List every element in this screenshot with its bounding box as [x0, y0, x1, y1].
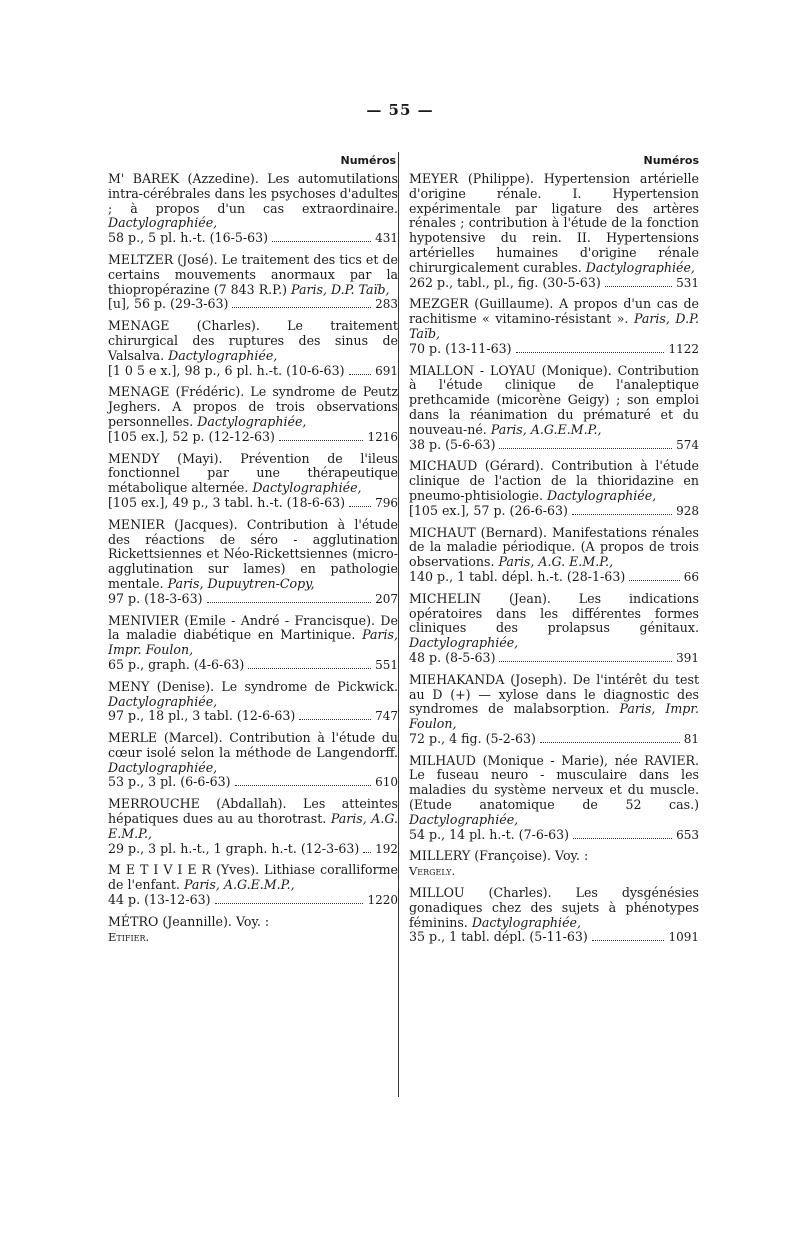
bibliography-entry [108, 385, 398, 444]
thesis-title: Voy. : [235, 913, 270, 929]
collation: 29 p., 3 pl. h.-t., 1 graph. h.-t. (12-3-63) [108, 840, 360, 856]
entry-text [409, 297, 699, 341]
thesis-title: Contribution à l'étude clinique de l'action de la thioridazine en pneumo-phtisiologie. [409, 458, 699, 503]
collation: 48 p. (8-5-63) [409, 649, 496, 665]
entry-text [108, 172, 398, 231]
entry-collation-line [409, 570, 699, 585]
bibliography-entry [409, 172, 699, 290]
leader-dots [235, 785, 371, 786]
author-firstname: (Charles). [488, 885, 552, 901]
author-surname: MENIVIER [108, 612, 179, 628]
entry-list [108, 172, 398, 944]
entry-number: 747 [375, 709, 398, 724]
author-firstname: (Gérard). [484, 458, 544, 474]
column-left [108, 150, 398, 951]
author-firstname: (Denise). [156, 678, 215, 694]
author-firstname: (Jacques). [174, 516, 238, 532]
author-firstname: (Monique). [541, 362, 612, 378]
collation: 44 p. (13-12-63) [108, 892, 211, 908]
leader-dots [279, 440, 364, 441]
publisher: Dactylographiée, [168, 347, 278, 363]
entry-text [108, 915, 398, 930]
collation: 97 p. (18-3-63) [108, 590, 203, 606]
author-surname: M' BAREK [108, 171, 180, 186]
thesis-title: De la maladie diabétique en Martinique. [108, 612, 398, 643]
entry-number: 653 [676, 827, 699, 842]
entry-number: 531 [676, 275, 699, 290]
collation: [105 ex.], 49 p., 3 tabl. h.-t. (18-6-63) [108, 494, 346, 510]
entry-number: 1220 [367, 893, 398, 908]
publisher: Dactylographiée, [471, 914, 581, 930]
collation: 262 p., tabl., pl., fig. (30-5-63) [409, 274, 601, 290]
author-surname: MENAGE [108, 318, 170, 334]
thesis-title: Hypertension artérielle d'origine rénale. I. Hypertension expérimentale par ligature des artères rénales ; contribution à l'étude de la fonction hypotensive du rein. II. Hypertensions artérielles humaines d'origine rénale chirurgicalement curables. [409, 171, 699, 275]
author-surname: MILLERY [409, 848, 471, 864]
entry-number: 192 [375, 841, 398, 856]
author-surname: MILHAUD [409, 752, 477, 768]
bibliography-entry [108, 319, 398, 378]
thesis-title: De l'intérêt du test au D (+) — xylose dans le diagnostic des syndromes de malabsorption. [409, 671, 699, 717]
author-firstname: (José). [177, 251, 218, 267]
entry-text [108, 452, 398, 496]
cross-reference: Vergely. [409, 864, 456, 879]
collation: 97 p., 18 pl., 3 tabl. (12-6-63) [108, 708, 296, 724]
author-surname: M E T I V I E R [108, 862, 211, 878]
leader-dots [272, 241, 371, 242]
author-surname: MENIER [108, 516, 165, 532]
collation: 65 p., graph. (4-6-63) [108, 656, 245, 672]
entry-collation-line [409, 504, 699, 519]
entry-collation-line [409, 930, 699, 945]
entry-text [409, 886, 699, 930]
author-firstname: (Bernard). [480, 524, 547, 540]
leader-dots [215, 903, 364, 904]
entry-number: 391 [676, 650, 699, 665]
bibliography-entry [108, 915, 398, 945]
entry-collation-line [108, 775, 398, 790]
column-header: Numéros [643, 154, 699, 167]
author-firstname: (Monique - Marie), [482, 752, 609, 768]
author-firstname: (Jeannille). [162, 913, 232, 929]
collation: 58 p., 5 pl. h.-t. (16-5-63) [108, 230, 269, 246]
thesis-title: A propos d'un cas de rachitisme « vitamino-résistant ». [409, 296, 699, 327]
collation: [105 ex.], 52 p. (12-12-63) [108, 428, 275, 444]
page-number: — 55 — [366, 101, 434, 119]
entry-text [409, 673, 699, 732]
bibliography-entry [108, 680, 398, 724]
bibliography-entry [108, 614, 398, 673]
leader-dots [349, 506, 371, 507]
collation: 70 p. (13-11-63) [409, 340, 512, 356]
author-firstname: (Emile - André - Francisque). [184, 612, 376, 628]
entry-number: 1122 [668, 341, 699, 356]
author-surname: MENAGE [108, 384, 170, 400]
author-surname: MICHAUD [409, 458, 478, 474]
leader-dots [248, 668, 371, 669]
entry-collation-line [108, 842, 398, 857]
author-firstname: (Guillaume). [474, 296, 554, 312]
entry-collation-line [108, 297, 398, 312]
bibliography-entry [409, 459, 699, 518]
collation: [u], 56 p. (29-3-63) [108, 296, 229, 312]
publisher: Paris, Dupuytren-Copy, [167, 575, 315, 591]
publisher: Dactylographiée, [409, 811, 519, 827]
collation: 140 p., 1 tabl. dépl. h.-t. (28-1-63) [409, 568, 626, 584]
thesis-title: Les indications opératoires dans les différentes formes cliniques des prolapsus génitaux. [409, 590, 699, 636]
leader-dots [363, 852, 371, 853]
entry-collation-line [108, 658, 398, 673]
author-surname: MENY [108, 678, 150, 694]
thesis-title: Prévention de l'ileus fonctionnel par une thérapeutique métabolique alternée. [108, 450, 398, 496]
leader-dots [349, 374, 372, 375]
publisher: Dactylographiée, [409, 635, 519, 651]
entry-number: 1091 [668, 930, 699, 945]
thesis-title: Voy. : [555, 848, 589, 864]
entry-text [108, 319, 398, 363]
thesis-title: Contribution à l'étude du cœur isolé selon la méthode de Langendorff. [108, 730, 398, 760]
entry-collation-line [409, 276, 699, 291]
publisher: Dactylographiée, [585, 259, 695, 275]
leader-dots [572, 514, 672, 515]
bibliography-entry [409, 673, 699, 747]
leader-dots [207, 602, 372, 603]
entry-collation-line [108, 709, 398, 724]
bibliography-entry [108, 731, 398, 790]
bibliography-entry [409, 297, 699, 356]
entry-collation-line [409, 828, 699, 843]
author-firstname: (Jean). [508, 590, 551, 606]
publisher: Paris, A.G.E.M.P., [183, 877, 295, 893]
publisher: Dactylographiée, [197, 413, 307, 429]
bibliography-entry [409, 592, 699, 666]
entry-text [108, 385, 398, 429]
author-surname: MIEHAKANDA [409, 671, 505, 687]
entry-collation-line [409, 732, 699, 747]
thesis-title: Manifestations rénales de la maladie périodique. (A propos de trois observations. [409, 524, 699, 570]
author-firstname: (Philippe). [467, 171, 534, 186]
entry-number: 610 [375, 775, 398, 790]
entry-number: 691 [375, 363, 398, 378]
entry-number: 796 [375, 495, 398, 510]
thesis-title: Le syndrome de Pickwick. [221, 678, 398, 694]
collation: 38 p. (5-6-63) [409, 436, 496, 452]
entry-list [409, 172, 699, 945]
author-surname: MERLE [108, 730, 158, 746]
bibliography-entry [409, 886, 699, 945]
entry-collation-line [108, 893, 398, 908]
entry-collation-line [108, 231, 398, 246]
collation: 53 p., 3 pl. (6-6-63) [108, 774, 231, 790]
cross-reference: Etifier. [108, 929, 150, 944]
author-surname: MERROUCHE [108, 796, 200, 812]
entry-text [409, 592, 699, 651]
leader-dots [540, 742, 680, 743]
entry-text [108, 863, 398, 893]
author-surname: MIALLON - LOYAU [409, 362, 536, 378]
author-firstname: (Marcel). [163, 730, 223, 746]
leader-dots [629, 580, 679, 581]
leader-dots [299, 719, 371, 720]
bibliography-entry [409, 754, 699, 843]
entry-number: 928 [676, 503, 699, 518]
collation: [105 ex.], 57 p. (26-6-63) [409, 502, 568, 518]
entry-number: 574 [676, 437, 699, 452]
entry-collation-line [108, 592, 398, 607]
publisher: Dactylographiée, [252, 480, 362, 496]
entry-text [108, 518, 398, 592]
author-surname: MEZGER [409, 296, 469, 312]
entry-collation-line [108, 430, 398, 445]
publisher: Paris, A.G. E.M.P., [498, 554, 614, 570]
entry-text [108, 614, 398, 658]
author-surname: MICHELIN [409, 590, 482, 606]
collation: 72 p., 4 fig. (5-2-63) [409, 730, 536, 746]
author-surname: MILLOU [409, 885, 465, 901]
thesis-title: Le syndrome de Peutz Jeghers. A propos de trois observations personnelles. [108, 384, 398, 429]
collation: [1 0 5 e x.], 98 p., 6 pl. h.-t. (10-6-63) [108, 362, 345, 378]
entry-number: 207 [375, 591, 398, 606]
author-firstname: (Joseph). [510, 671, 567, 687]
column-right [409, 150, 699, 952]
author-firstname: (Abdallah). [216, 796, 287, 812]
publisher: Paris, D.P. Taïb, [291, 281, 390, 297]
entry-text [108, 680, 398, 710]
entry-number: 283 [375, 297, 398, 312]
author-surname: MICHAUT [409, 524, 476, 540]
thesis-title: Les automutilations intra-cérébrales dans les psychoses d'adultes ; à propos d'un cas extraordinaire. [108, 171, 399, 216]
entry-text [108, 797, 398, 841]
thesis-title: Contribution à l'étude clinique de l'analeptique prethcamide (micorène Geigy) ; son emploi dans la réanimation du prématuré et du nouveau-né. [409, 362, 699, 437]
entry-collation-line [409, 342, 699, 357]
publisher: Dactylographiée, [547, 487, 657, 503]
author-firstname: (Frédéric). [175, 384, 245, 400]
entry-text [409, 849, 699, 864]
entry-collation-line [108, 496, 398, 511]
author-firstname: (Mayi). [177, 450, 223, 466]
entry-number: 551 [375, 657, 398, 672]
entry-text [108, 253, 398, 297]
entry-collation-line [108, 364, 398, 379]
entry-text [409, 754, 699, 828]
author-surname: MENDY [108, 450, 160, 466]
thesis-title: née RAVIER. Le fuseau neuro - musculaire dans les maladies du système nerveux et du muscle. (Etude anatomique de 52 cas.) [409, 752, 699, 813]
bibliography-entry [108, 863, 398, 907]
author-surname: MÉTRO [108, 913, 159, 929]
author-firstname: (Françoise). [474, 848, 552, 864]
entry-number: 1216 [367, 429, 398, 444]
bibliography-entry [409, 526, 699, 585]
publisher: Dactylographiée, [108, 759, 218, 775]
entry-text [409, 526, 699, 570]
thesis-title: Le traitement des tics et de certains mouvements anormaux par la thiopropérazine (7 843 R.P.) [108, 251, 398, 297]
entry-text [108, 731, 398, 775]
publisher: Dactylographiée, [108, 215, 218, 231]
publisher: Paris, Impr. Foulon, [409, 701, 699, 732]
collation: 54 p., 14 pl. h.-t. (7-6-63) [409, 826, 570, 842]
author-surname: MELTZER [108, 251, 174, 267]
thesis-title: Contribution à l'étude des réactions de séro - agglutination Rickettsiennes et Néo-Rickettsiennes (micro-agglutination sur lames) en pathologie mentale. [108, 516, 398, 591]
leader-dots [592, 940, 665, 941]
bibliography-entry [108, 452, 398, 511]
bibliography-entry [409, 849, 699, 879]
thesis-title: Les dysgénésies gonadiques chez des sujets à phénotypes féminins. [409, 885, 699, 930]
publisher: Paris, A.G. E.M.P., [108, 811, 398, 841]
thesis-title: Les atteintes hépatiques dues au au thorotrast. [108, 796, 398, 827]
thesis-title: Le traitement chirurgical des ruptures des sinus de Valsalva. [108, 318, 398, 363]
leader-dots [605, 286, 672, 287]
thesis-title: Lithiase coralliforme de l'enfant. [108, 862, 398, 893]
bibliography-entry [108, 253, 398, 312]
entry-collation-line [409, 438, 699, 453]
entry-number: 66 [683, 569, 699, 584]
entry-text [409, 459, 699, 503]
publisher: Paris, D.P. Taïb, [409, 311, 699, 341]
publisher: Paris, A.G.E.M.P., [490, 421, 602, 437]
entry-number: 81 [683, 731, 699, 746]
publisher: Paris, Impr. Foulon, [108, 627, 398, 658]
publisher: Dactylographiée, [108, 693, 218, 709]
entry-number: 431 [375, 231, 398, 246]
entry-text [409, 364, 699, 438]
bibliography-entry [108, 172, 398, 246]
bibliography-entry [108, 518, 398, 607]
author-firstname: (Yves). [215, 862, 260, 878]
author-firstname: (Azzedine). [187, 171, 259, 186]
leader-dots [573, 838, 672, 839]
collation: 35 p., 1 tabl. dépl. (5-11-63) [409, 929, 588, 945]
entry-collation-line [409, 651, 699, 666]
author-firstname: (Charles). [196, 318, 260, 334]
bibliography-entry [409, 364, 699, 453]
bibliography-entry [108, 797, 398, 856]
column-header: Numéros [340, 154, 396, 167]
column-divider [398, 152, 399, 1097]
leader-dots [232, 307, 371, 308]
author-surname: MEYER [409, 171, 459, 186]
leader-dots [516, 352, 665, 353]
leader-dots [499, 448, 672, 449]
leader-dots [499, 661, 672, 662]
entry-text [409, 172, 699, 276]
